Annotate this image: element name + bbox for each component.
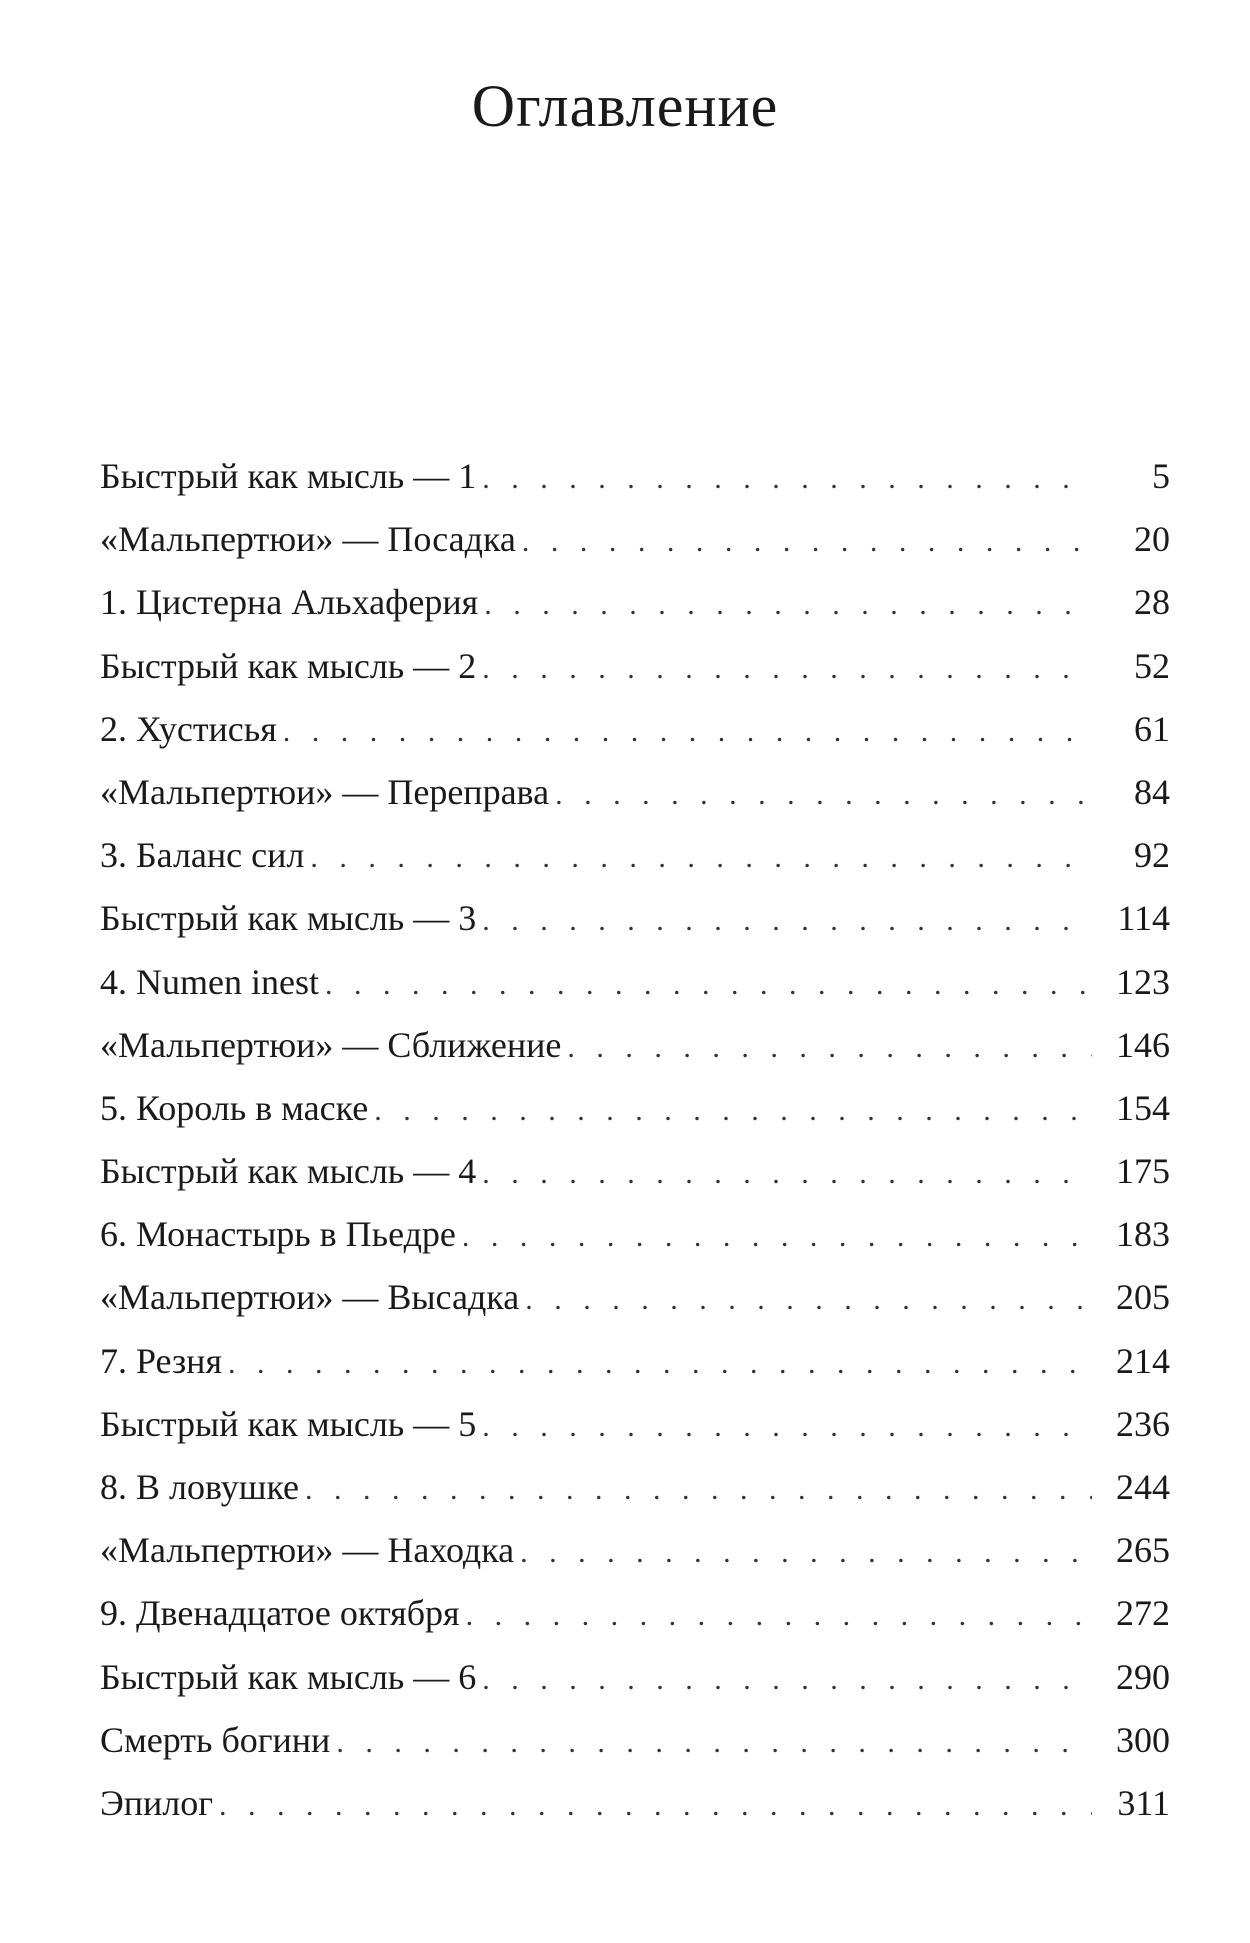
toc-entry-page-number: 92: [1134, 835, 1170, 876]
toc-dot-leader: [310, 826, 1092, 889]
toc-entry-page-number: 154: [1116, 1087, 1170, 1128]
toc-dot-leader: [374, 1079, 1092, 1142]
toc-dot-leader: [482, 1395, 1092, 1458]
toc-entry-page-number: 61: [1134, 708, 1170, 749]
toc-entry: [100, 887, 1170, 950]
toc-entry-title: «Мальпертюи» — Находка: [100, 1530, 515, 1571]
toc-entry-title: Быстрый как мысль — 4: [100, 1151, 477, 1192]
toc-dot-leader: [228, 1332, 1092, 1395]
toc-dot-leader: [482, 889, 1092, 952]
toc-entry-title: 4. Numen inest: [100, 961, 319, 1002]
toc-entry-title: «Мальпертюи» — Сближение: [100, 1024, 562, 1065]
toc-entry-title: 9. Двенадцатое октября: [100, 1593, 460, 1634]
toc-entry-title: Быстрый как мысль — 2: [100, 645, 477, 686]
toc-entry-page-number: 146: [1116, 1024, 1170, 1065]
toc-entry-page-number: 123: [1116, 961, 1170, 1002]
toc-entry: [100, 1646, 1170, 1709]
toc-entry: [100, 1582, 1170, 1645]
toc-entry-page-number: 272: [1116, 1593, 1170, 1634]
toc-entry: [100, 571, 1170, 634]
toc-entry: [100, 1772, 1170, 1835]
toc-entry-page-number: 5: [1152, 456, 1170, 496]
toc-dot-leader: [522, 510, 1092, 573]
toc-entry-page-number: 175: [1116, 1151, 1170, 1192]
toc-entry-page-number: 244: [1116, 1467, 1170, 1507]
toc-dot-leader: [482, 637, 1092, 700]
toc-entry-page-number: 28: [1134, 582, 1170, 623]
toc-entry: [100, 698, 1170, 761]
table-of-contents: [100, 445, 1170, 1835]
toc-entry-page-number: 214: [1116, 1340, 1170, 1381]
toc-entry: [100, 508, 1170, 571]
toc-entry-title: 5. Король в маске: [100, 1087, 369, 1128]
toc-dot-leader: [482, 1648, 1092, 1711]
toc-dot-leader: [466, 1584, 1092, 1647]
toc-entry-title: Быстрый как мысль — 3: [100, 898, 477, 939]
toc-dot-leader: [462, 1205, 1092, 1268]
toc-entry-page-number: 114: [1117, 898, 1170, 939]
toc-entry-title: Быстрый как мысль — 1: [100, 456, 477, 496]
toc-entry-title: Смерть богини: [100, 1719, 331, 1760]
toc-entry-title: 3. Баланс сил: [100, 835, 305, 876]
toc-dot-leader: [555, 763, 1092, 826]
toc-entry-title: «Мальпертюи» — Переправа: [100, 771, 550, 812]
toc-dot-leader: [283, 700, 1092, 763]
toc-dot-leader: [482, 447, 1092, 510]
toc-entry-title: 7. Резня: [100, 1340, 223, 1381]
toc-entry-page-number: 236: [1116, 1403, 1170, 1444]
toc-entry: [100, 1014, 1170, 1077]
toc-entry: [100, 761, 1170, 824]
toc-entry-title: Быстрый как мысль — 5: [100, 1403, 477, 1444]
toc-entry-title: 2. Хустисья: [100, 708, 277, 749]
toc-entry-page-number: 84: [1134, 771, 1170, 812]
toc-entry: [100, 445, 1170, 508]
toc-entry: [100, 1456, 1170, 1519]
toc-entry-page-number: 183: [1116, 1214, 1170, 1255]
toc-entry-page-number: 311: [1117, 1782, 1170, 1823]
toc-entry: [100, 824, 1170, 887]
toc-dot-leader: [520, 1521, 1092, 1584]
toc-dot-leader: [325, 953, 1092, 1016]
toc-entry: [100, 1330, 1170, 1393]
toc-entry-title: 1. Цистерна Альхаферия: [100, 582, 479, 623]
toc-entry-page-number: 205: [1116, 1277, 1170, 1318]
toc-entry-title: «Мальпертюи» — Посадка: [100, 519, 516, 560]
toc-entry: [100, 1266, 1170, 1329]
toc-entry: [100, 1393, 1170, 1456]
toc-entry-title: Эпилог: [100, 1782, 214, 1823]
toc-entry: [100, 951, 1170, 1014]
toc-entry: [100, 1709, 1170, 1772]
toc-entry: [100, 635, 1170, 698]
toc-entry: [100, 1519, 1170, 1582]
toc-entry-title: 6. Монастырь в Пьедре: [100, 1214, 456, 1255]
toc-dot-leader: [219, 1774, 1092, 1837]
toc-entry-title: 8. В ловушке: [100, 1467, 300, 1507]
toc-entry-page-number: 52: [1134, 645, 1170, 686]
toc-dot-leader: [484, 573, 1092, 636]
toc-dot-leader: [525, 1268, 1092, 1331]
toc-dot-leader: [482, 1142, 1092, 1205]
toc-entry-page-number: 290: [1116, 1656, 1170, 1697]
toc-entry-page-number: 300: [1116, 1719, 1170, 1760]
toc-entry: [100, 1140, 1170, 1203]
toc-dot-leader: [567, 1016, 1092, 1079]
toc-entry-title: Быстрый как мысль — 6: [100, 1656, 477, 1697]
page-title: Оглавление: [471, 73, 779, 139]
toc-entry-title: «Мальпертюи» — Высадка: [100, 1277, 520, 1318]
toc-entry-page-number: 265: [1116, 1530, 1170, 1571]
toc-dot-leader: [305, 1458, 1092, 1521]
toc-entry-page-number: 20: [1134, 519, 1170, 560]
toc-dot-leader: [336, 1711, 1092, 1774]
toc-entry: [100, 1077, 1170, 1140]
toc-entry: [100, 1203, 1170, 1266]
